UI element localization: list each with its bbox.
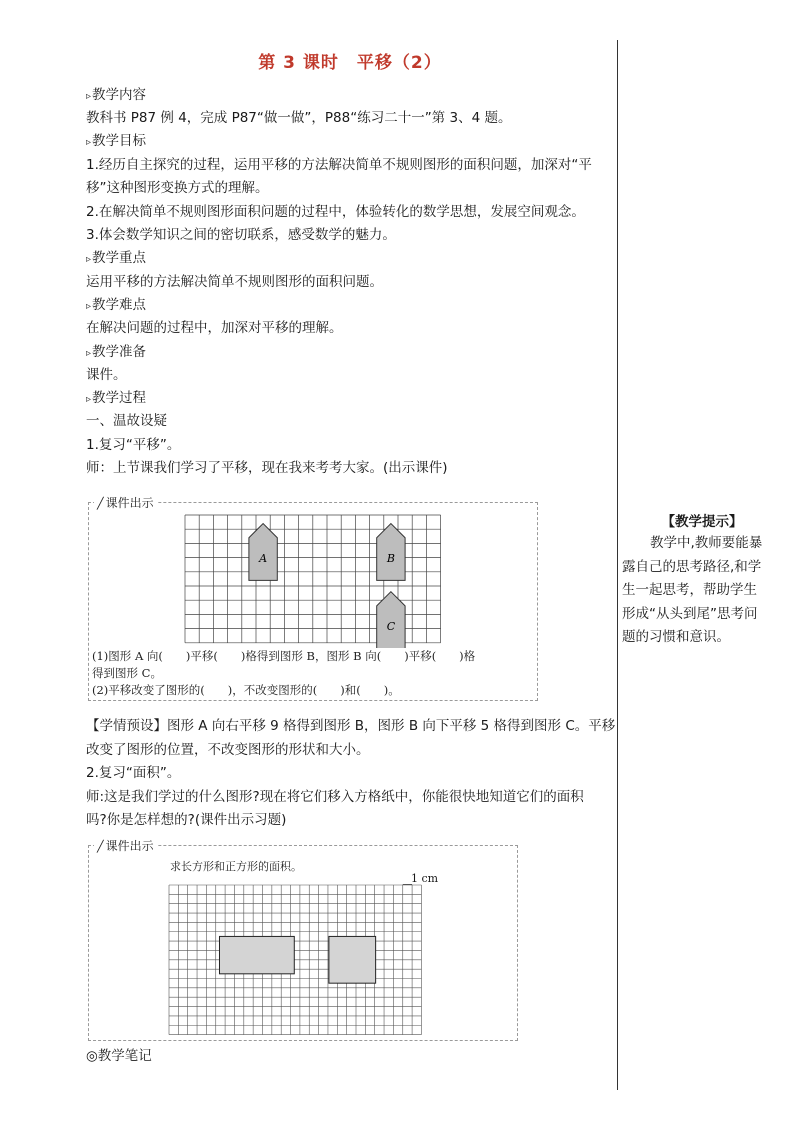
teacher-line-2b: 吗?你是怎样想的?(课件出示习题) <box>86 812 287 828</box>
goal-1a: 1.经历自主探究的过程，运用平移的方法解决简单不规则图形的面积问题，加深对“平 <box>86 157 592 173</box>
section-heading-goals: ▹ 教学目标 <box>86 131 146 153</box>
question-1a: (1)图形 A 向( )平移( )格得到图形 B，图形 B 向( )平移( )格 <box>92 649 476 663</box>
courseware-label-1: ╱ 课件出示 <box>94 494 157 511</box>
section-heading-prep: ▹ 教学准备 <box>86 342 146 364</box>
step-1: 一、温故设疑 <box>86 413 167 429</box>
area-grid <box>168 884 430 1036</box>
sidebar-body: 教学中,教师要能暴露自己的思考路径,和学生一起思考，帮助学生形成“从头到尾”思考问题的习惯和意识。 <box>622 535 763 645</box>
corner-mark-icon: ╱ <box>97 497 104 510</box>
area-prompt: 求长方形和正方形的面积。 <box>170 860 302 873</box>
goal-1b: 移”这种图形变换方式的理解。 <box>86 180 269 196</box>
question-2: (2)平移改变了图形的( )，不改变图形的( )和( )。 <box>92 683 400 697</box>
sidebar-title: 【教学提示】 <box>661 514 743 530</box>
question-1b: 得到图形 C。 <box>92 666 162 680</box>
goal-2: 2.在解决简单不规则图形面积问题的过程中，体验转化的数学思想，发展空间观念。 <box>86 204 585 220</box>
grid-lines <box>169 885 421 1035</box>
prep-text: 课件。 <box>86 367 127 383</box>
square-shape <box>329 936 376 983</box>
unit-label: 1 cm <box>411 872 439 885</box>
teacher-line-1: 师：上节课我们学习了平移，现在我来考考大家。(出示课件) <box>86 460 448 476</box>
forecast-b: 改变了图形的位置，不改变图形的形状和大小。 <box>86 742 370 758</box>
review-1: 1.复习“平移”。 <box>86 437 181 453</box>
teacher-line-2a: 师:这是我们学过的什么图形?现在将它们移入方格纸中，你能很快地知道它们的面积 <box>86 789 584 805</box>
key-text: 运用平移的方法解决简单不规则图形的面积问题。 <box>86 274 383 290</box>
page-title: 第 3 课时 平移（2） <box>258 53 442 73</box>
section-heading-process: ▹ 教学过程 <box>86 388 146 410</box>
shape-c-label: C <box>386 620 396 634</box>
section-heading-key: ▹ 教学重点 <box>86 248 146 270</box>
rectangle-shape <box>219 936 294 973</box>
courseware-label-2: ╱ 课件出示 <box>94 837 157 854</box>
section-heading-difficulty: ▹ 教学难点 <box>86 295 146 317</box>
translation-grid <box>184 514 444 648</box>
shape-b-label: B <box>386 551 395 565</box>
content-text: 教科书 P87 例 4，完成 P87“做一做”，P88“练习二十一”第 3、4 题。 <box>86 110 512 126</box>
margin-divider <box>617 40 618 1090</box>
difficulty-text: 在解决问题的过程中，加深对平移的理解。 <box>86 320 343 336</box>
corner-mark-icon: ╱ <box>97 840 104 853</box>
shape-a-label: A <box>259 551 268 565</box>
notes-label: ◎教学笔记 <box>86 1048 152 1064</box>
section-heading-content: ▹ 教学内容 <box>86 85 146 107</box>
review-2: 2.复习“面积”。 <box>86 765 181 781</box>
forecast-a: 【学情预设】图形 A 向右平移 9 格得到图形 B，图形 B 向下平移 5 格得到图形 C。平移 <box>86 718 616 734</box>
goal-3: 3.体会数学知识之间的密切联系，感受数学的魅力。 <box>86 227 396 243</box>
